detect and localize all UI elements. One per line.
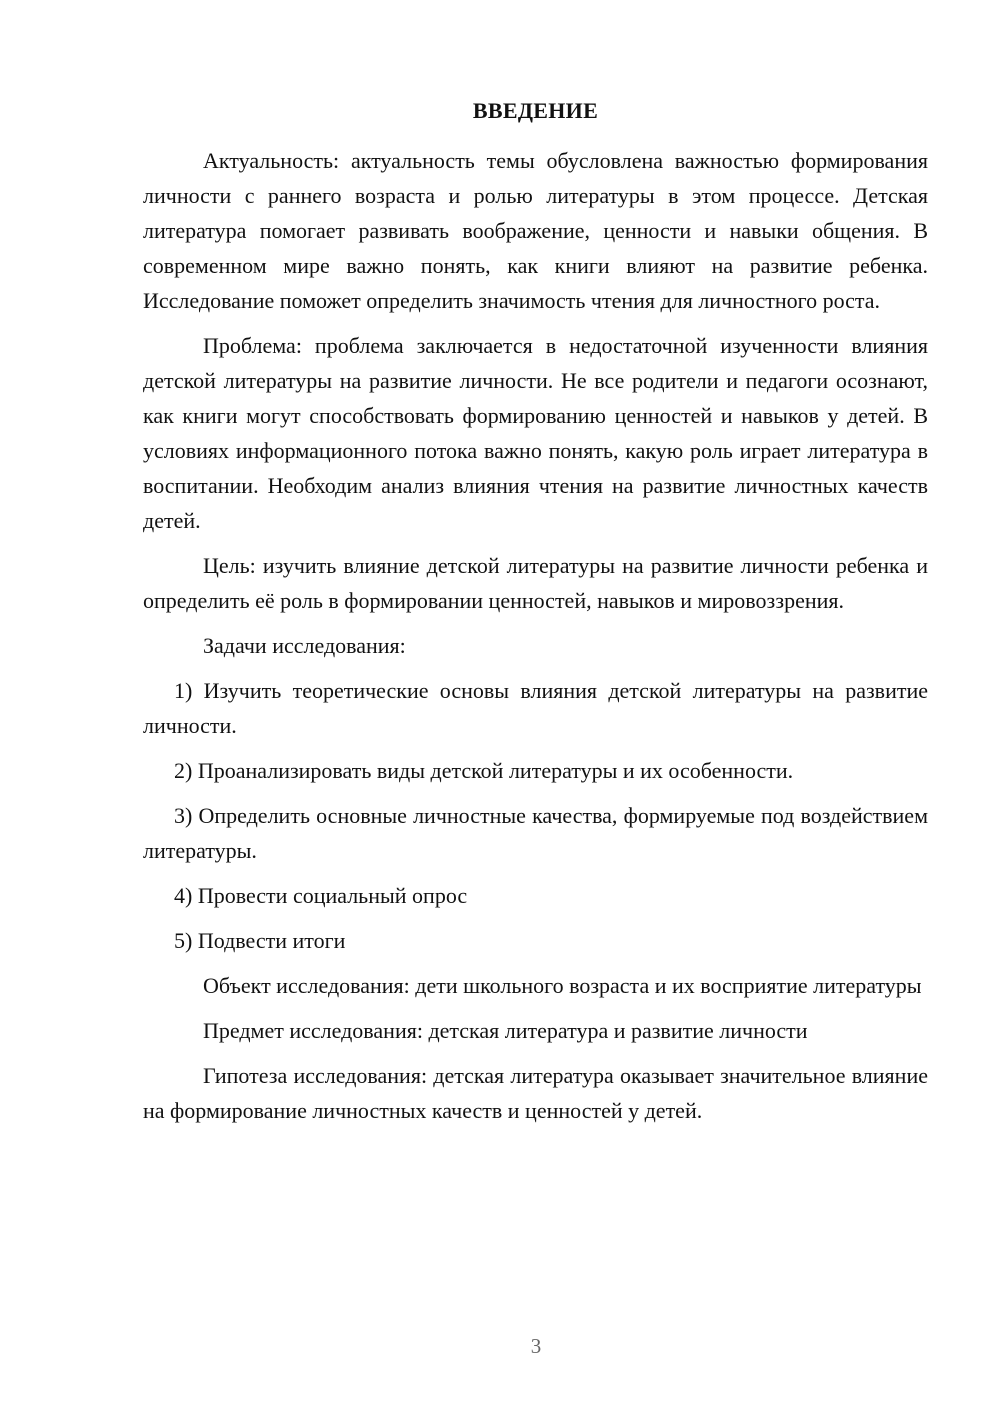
paragraph-relevance: Актуальность: актуальность темы обусловлена важностью формирования личности с раннего возраста и ролью литературы в этом процессе. Детская литература помогает развивать воображение, ценности и навыки общения. В современном мире важно понять, как книги влияют на развитие ребенка. Исследование поможет определить значимость чтения для личностного роста. [143,148,928,313]
paragraph-tasks-heading: Задачи исследования: [203,633,406,658]
paragraph-problem: Проблема: проблема заключается в недостаточной изученности влияния детской литературы на развитие личности. Не все родители и педагоги осознают, как книги могут способствовать формированию ценностей и навыков у детей. В условиях информационного потока важно понять, какую роль играет литература в воспитании. Необходим анализ влияния чтения на развитие личностных качеств детей. [143,333,928,533]
task-item-4: 4) Провести социальный опрос [174,883,468,908]
paragraph-hypothesis: Гипотеза исследования: детская литература оказывает значительное влияние на формирование личностных качеств и ценностей у детей. [143,1063,928,1123]
paragraph-subject: Предмет исследования: детская литература и развитие личности [203,1018,808,1043]
paragraph-goal: Цель: изучить влияние детской литературы на развитие личности ребенка и определить её роль в формировании ценностей, навыков и мировоззрения. [143,553,928,613]
task-item-3: 3) Определить основные личностные качества, формируемые под воздействием литературы. [143,803,928,863]
section-title: ВВЕДЕНИЕ [472,98,599,123]
page-number: 3 [530,1334,542,1358]
task-item-2: 2) Проанализировать виды детской литературы и их особенности. [174,758,794,783]
body-text [143,143,928,1138]
task-item-1: 1) Изучить теоретические основы влияния детской литературы на развитие личности. [143,678,928,738]
task-item-5: 5) Подвести итоги [174,928,346,953]
paragraph-object: Объект исследования: дети школьного возраста и их восприятие литературы [203,973,922,998]
